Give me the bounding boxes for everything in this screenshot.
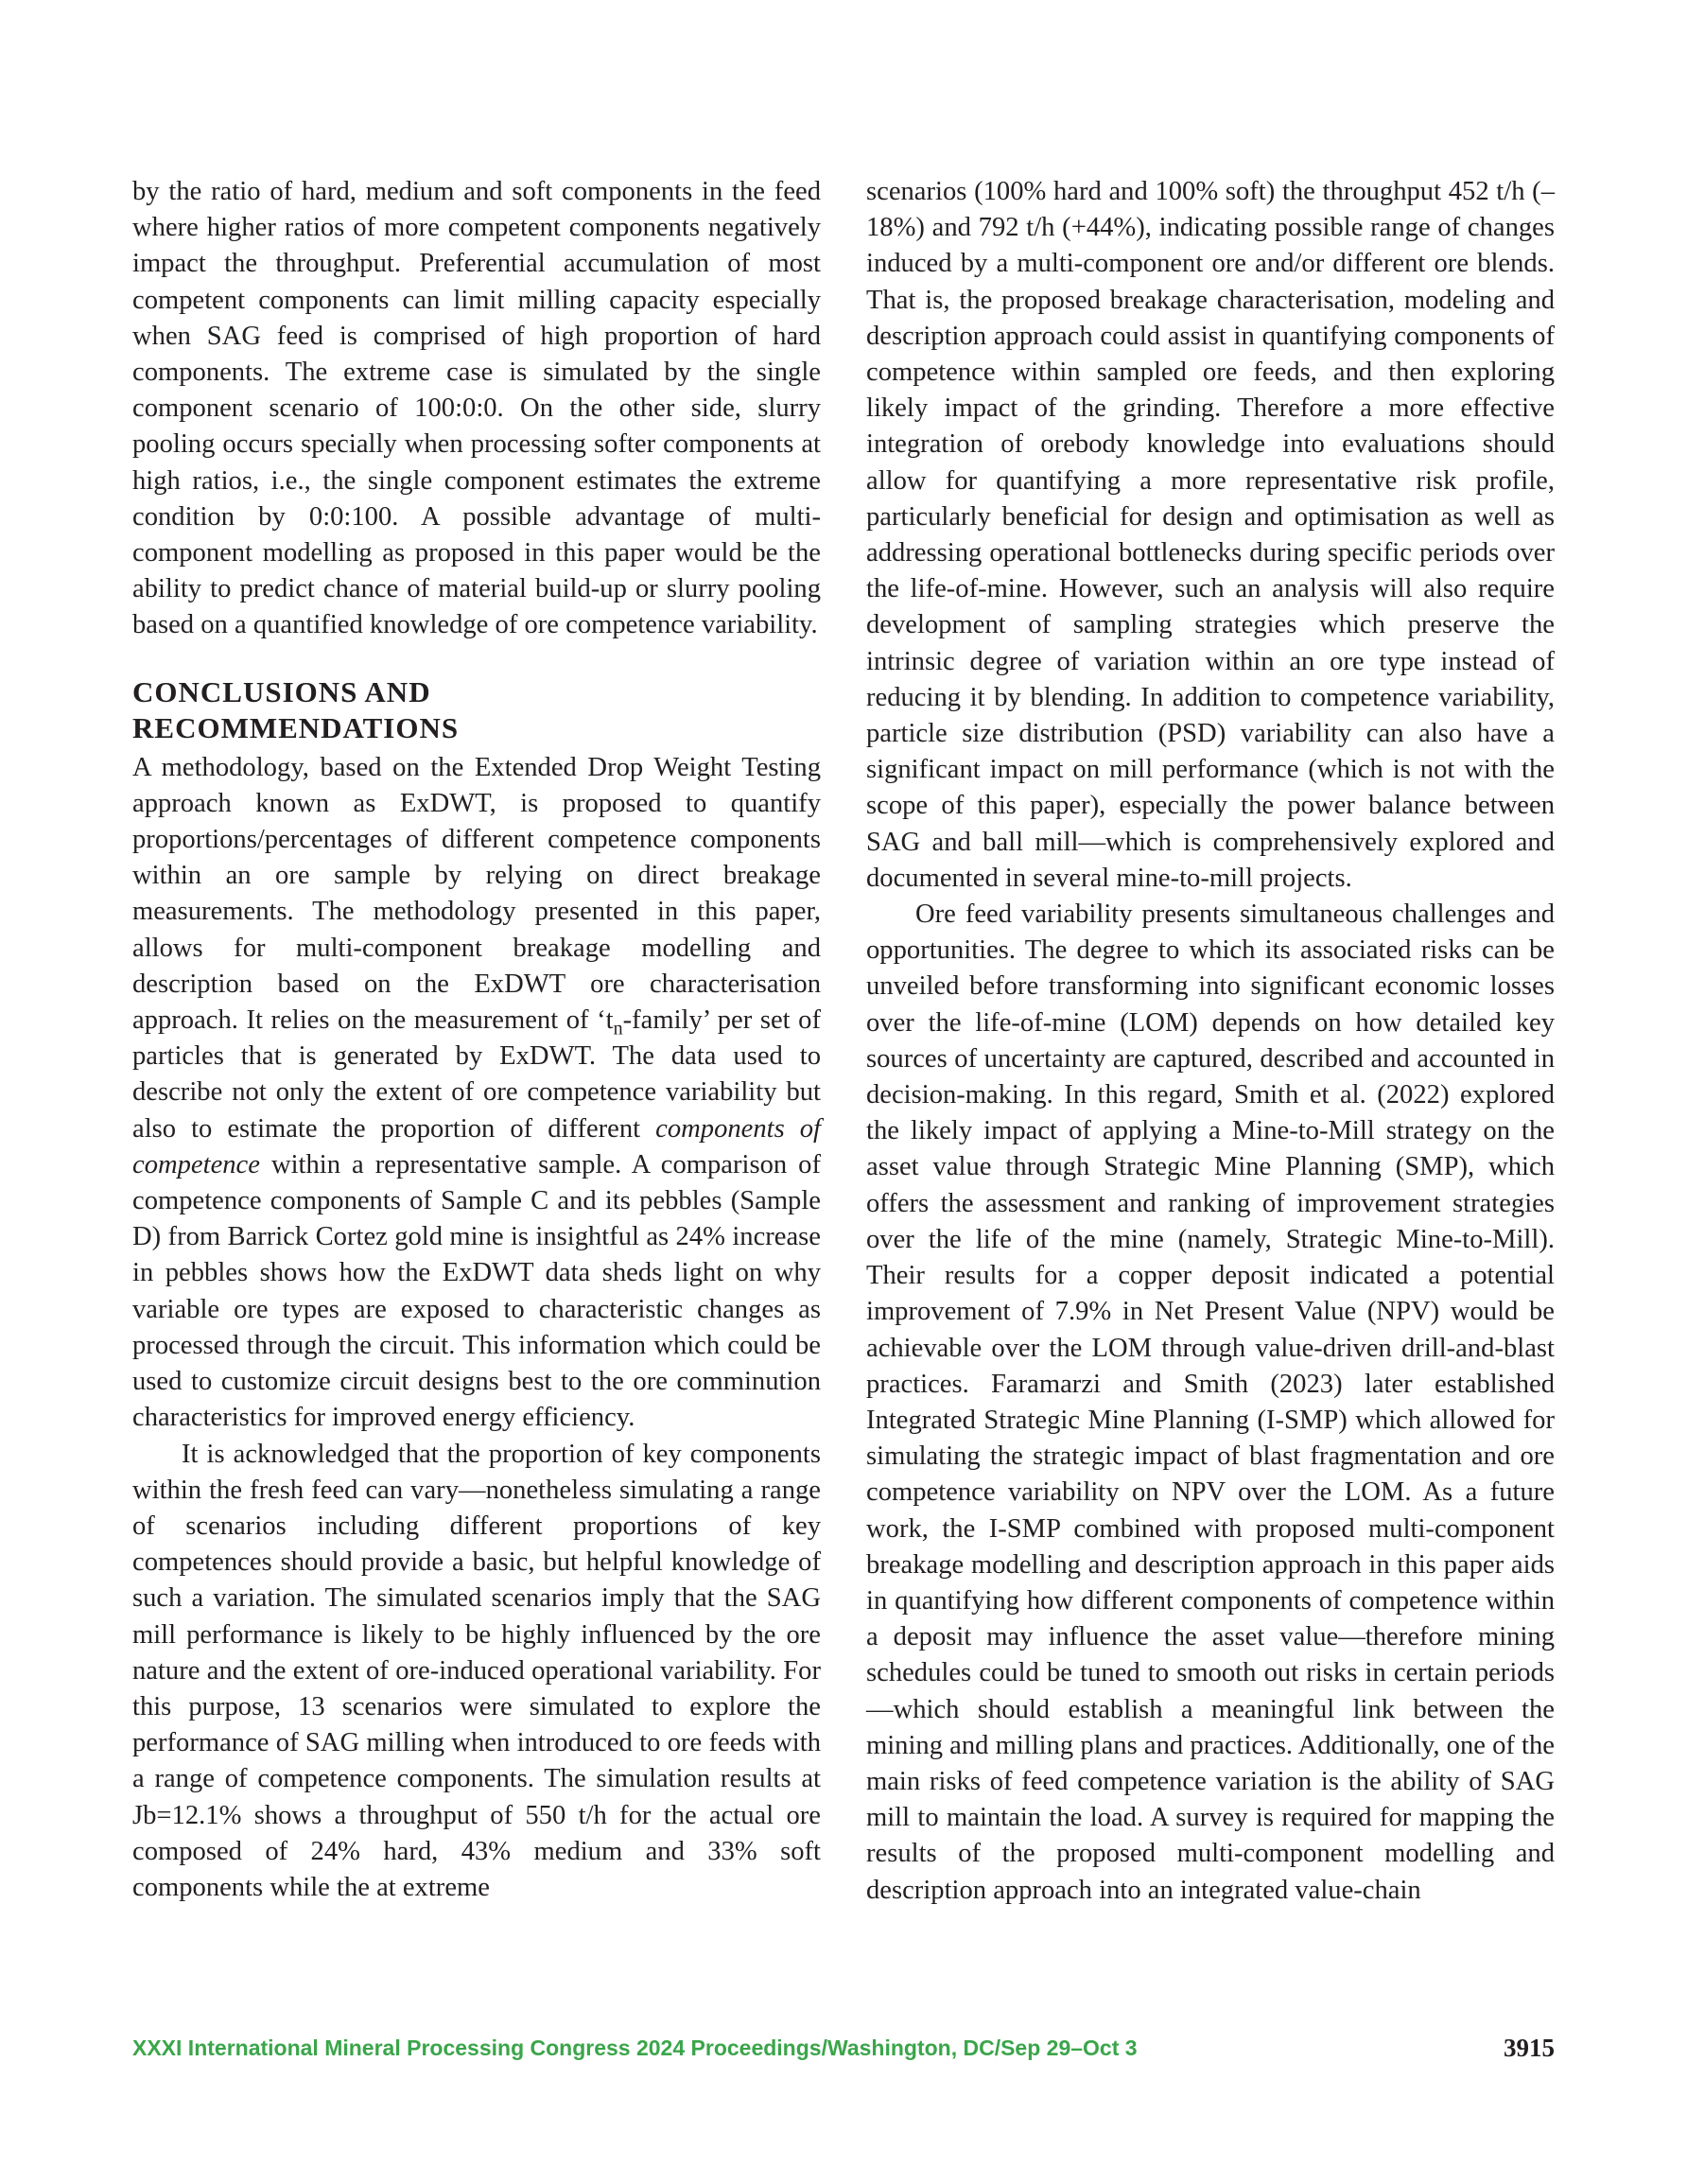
paragraph-ore-feed-variability: Ore feed variability presents simultaneous challenges and opportunities. The degree to which its associated risks can be unveiled before transforming into significant economic losses over the life-of-mine (LOM) depends on how detailed key sources of uncertainty are captured, described and accounted in decision-making. In this regard, Smith et al. (2022) explored the likely impact of applying a Mine-to-Mill strategy on the asset value through Strategic Mine Planning (SMP), which offers the assessment and ranking of improvement strategies over the life of the mine (namely, Strategic Mine-to-Mill). Their results for a copper deposit indicated a potential improvement of 7.9% in Net Present Value (NPV) would be achievable over the LOM through value-driven drill-and-blast practices. Faramarzi and Smith (2023) later established Integrated Strategic Mine Planning (I-SMP) which allowed for simulating the strategic impact of blast fragmentation and ore competence variability on NPV over the LOM. As a future work, the I-SMP combined with proposed multi-component breakage modelling and description approach in this paper aids in quantifying how different components of competence within a deposit may influence the asset value—therefore mining schedules could be tuned to smooth out risks in certain periods—which should establish a meaningful link between the mining and milling plans and practices. Additionally, one of the main risks of feed competence variation is the ability of SAG mill to maintain the load. A survey is required for mapping the results of the proposed multi-component modelling and description approach into an integrated value-chain [866,900,1555,1905]
heading-line-1: CONCLUSIONS AND [132,674,431,708]
methodology-text-b: -family’ per set of particles that is generated by ExDWT. The data used to describe not only the extent of ore competence variability but also to estimate the proportion of different [132,1005,821,1144]
right-column [866,174,1555,1909]
footer-proceedings-text: XXXI International Mineral Processing Congress 2024 Proceedings/Washington, DC/Sep 29–Oct 3 [132,2035,1138,2060]
section-heading-conclusions [132,674,821,746]
methodology-text-c: within a representative sample. A comparison of competence components of Sample C and its pebbles (Sample D) from Barrick Cortez gold mine is insightful as 24% increase in pebbles shows how the ExDWT data sheds light on why variable ore types are exposed to characteristic changes as processed through the circuit. This information which could be used to customize circuit designs best to the ore comminution characteristics for improved energy efficiency. [132,1149,821,1433]
paragraph-extreme-scenarios: scenarios (100% hard and 100% soft) the throughput 452 t/h (–18%) and 792 t/h (+44%), indicating possible range of changes induced by a multi-component ore and/or different ore blends. That is, the proposed breakage characterisation, modeling and description approach could assist in quantifying components of competence within sampled ore feeds, and then exploring likely impact of the grinding. Therefore a more effective integration of orebody knowledge into evaluations should allow for quantifying a more representative risk profile, particularly beneficial for design and optimisation as well as addressing operational bottlenecks during specific periods over the life-of-mine. However, such an analysis will also require development of sampling strategies which preserve the intrinsic degree of variation within an ore type instead of reducing it by blending. In addition to competence variability, particle size distribution (PSD) variability can also have a significant impact on mill performance (which is not with the scope of this paper), especially the power balance between SAG and ball mill—which is comprehensively explored and documented in several mine-to-mill projects. [866,177,1555,893]
methodology-text-a: A methodology, based on the Extended Drop Weight Testing approach known as ExDWT, is proposed to quantify proportions/percentages of different competence components within an ore sample by relying on direct breakage measurements. The methodology presented in this paper, allows for multi-component breakage modelling and description based on the ExDWT ore characterisation approach. It relies on the measurement of ‘t [132,752,821,1036]
paragraph-methodology [132,750,821,1437]
page-footer [132,2035,1555,2073]
left-column [132,174,821,1906]
subscript-n: n [613,1018,623,1040]
page-number: 3915 [1504,2034,1555,2062]
heading-line-2: RECOMMENDATIONS [132,710,460,744]
paragraph-ratio-discussion: by the ratio of hard, medium and soft components in the feed where higher ratios of more competent components negatively impact the throughput. Preferential accumulation of most competent components can limit milling capacity especially when SAG feed is comprised of high proportion of hard components. The extreme case is simulated by the single component scenario of 100:0:0. On the other side, slurry pooling occurs specially when processing softer components at high ratios, i.e., the single component estimates the extreme condition by 0:0:100. A possible advantage of multi-component modelling as proposed in this paper would be the ability to predict chance of material build-up or slurry pooling based on a quantified knowledge of ore competence variability. [132,177,821,640]
emphasis-components-of-competence: components of competence [132,1113,821,1179]
paragraph-scenarios: It is acknowledged that the proportion of key components within the fresh feed can vary—nonetheless simulating a range of scenarios including different proportions of key competences should provide a basic, but helpful knowledge of such a variation. The simulated scenarios imply that the SAG mill performance is likely to be highly influenced by the ore nature and the extent of ore-induced operational variability. For this purpose, 13 scenarios were simulated to explore the performance of SAG milling when introduced to ore feeds with a range of competence components. The simulation results at Jb=12.1% shows a throughput of 550 t/h for the actual ore composed of 24% hard, 43% medium and 33% soft components while the at extreme [132,1439,821,1902]
